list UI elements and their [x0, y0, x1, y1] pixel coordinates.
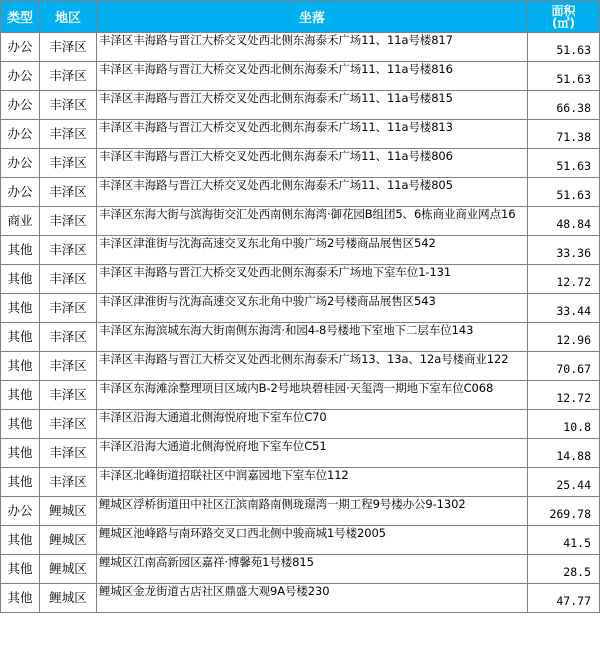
area-value: 鲤城区: [49, 561, 87, 576]
table-row: [0, 323, 600, 352]
location-cell: [97, 323, 528, 351]
location-value: 鲤城区池峰路与南环路交叉口西北侧中骏商城1号楼2005: [99, 526, 386, 540]
table-header: [0, 0, 600, 33]
table-row: [0, 381, 600, 410]
type-cell: [0, 352, 40, 380]
type-value: 其他: [7, 358, 33, 373]
location-cell: [97, 236, 528, 264]
area-value: 鲤城区: [49, 590, 87, 605]
type-cell: [0, 584, 40, 612]
location-cell: [97, 33, 528, 61]
size-value: 41.5: [563, 536, 591, 550]
size-cell: [528, 555, 600, 583]
header-area: [40, 1, 97, 32]
size-cell: [528, 381, 600, 409]
location-value: 鲤城区江南高新园区嘉祥·博馨苑1号楼815: [99, 555, 314, 569]
location-value: 丰泽区东海大街与滨海街交汇处西南侧东海湾·御花园B组团5、6栋商业商业网点16: [99, 207, 516, 221]
size-cell: [528, 62, 600, 90]
location-cell: [97, 294, 528, 322]
area-value: 丰泽区: [49, 445, 87, 460]
location-cell: [97, 207, 528, 235]
size-cell: [528, 323, 600, 351]
type-value: 商业: [7, 213, 33, 228]
size-value: 12.96: [556, 333, 591, 347]
location-cell: [97, 120, 528, 148]
area-cell: [40, 555, 97, 583]
table-row: [0, 410, 600, 439]
size-value: 51.63: [556, 72, 591, 86]
type-cell: [0, 149, 40, 177]
area-cell: [40, 236, 97, 264]
location-cell: [97, 381, 528, 409]
size-value: 10.8: [563, 420, 591, 434]
area-value: 丰泽区: [49, 126, 87, 141]
area-cell: [40, 381, 97, 409]
location-value: 丰泽区沿海大通道北侧海悦府地下室车位C51: [99, 439, 327, 453]
table-row: [0, 207, 600, 236]
area-value: 丰泽区: [49, 300, 87, 315]
header-size-label: 面积 (㎡): [551, 3, 576, 30]
size-cell: [528, 265, 600, 293]
size-value: 48.84: [556, 217, 591, 231]
location-cell: [97, 526, 528, 554]
size-cell: [528, 468, 600, 496]
size-cell: [528, 526, 600, 554]
area-value: 鲤城区: [49, 532, 87, 547]
type-cell: [0, 91, 40, 119]
header-type-label: 类型: [6, 11, 33, 26]
location-cell: [97, 410, 528, 438]
area-value: 丰泽区: [49, 271, 87, 286]
area-value: 丰泽区: [49, 184, 87, 199]
type-cell: [0, 555, 40, 583]
type-value: 办公: [7, 97, 33, 112]
size-cell: [528, 497, 600, 525]
type-value: 其他: [7, 532, 33, 547]
area-value: 丰泽区: [49, 242, 87, 257]
type-cell: [0, 468, 40, 496]
location-value: 丰泽区丰海路与晋江大桥交叉处西北侧东海泰禾广场地下室车位1-131: [99, 265, 452, 279]
area-cell: [40, 149, 97, 177]
size-value: 25.44: [556, 478, 591, 492]
table-row: [0, 497, 600, 526]
size-value: 51.63: [556, 188, 591, 202]
area-value: 鲤城区: [49, 503, 87, 518]
location-value: 鲤城区金龙街道古店社区鼎盛大观9A号楼230: [99, 584, 330, 598]
table-row: [0, 91, 600, 120]
area-value: 丰泽区: [49, 358, 87, 373]
location-cell: [97, 468, 528, 496]
size-value: 12.72: [556, 391, 591, 405]
type-value: 其他: [7, 590, 33, 605]
size-value: 33.36: [556, 246, 591, 260]
size-cell: [528, 236, 600, 264]
area-cell: [40, 294, 97, 322]
table-row: [0, 178, 600, 207]
type-value: 办公: [7, 39, 33, 54]
type-cell: [0, 294, 40, 322]
area-value: 丰泽区: [49, 329, 87, 344]
size-cell: [528, 120, 600, 148]
table-row: [0, 439, 600, 468]
size-value: 51.63: [556, 43, 591, 57]
size-value: 47.77: [556, 594, 591, 608]
location-cell: [97, 178, 528, 206]
type-value: 其他: [7, 387, 33, 402]
header-type: [0, 1, 40, 32]
area-cell: [40, 265, 97, 293]
type-cell: [0, 526, 40, 554]
location-value: 丰泽区丰海路与晋江大桥交叉处西北侧东海泰禾广场13、13a、12a号楼商业122: [99, 352, 509, 366]
table-row: [0, 236, 600, 265]
area-cell: [40, 62, 97, 90]
size-value: 51.63: [556, 159, 591, 173]
area-cell: [40, 410, 97, 438]
size-value: 14.88: [556, 449, 591, 463]
area-cell: [40, 33, 97, 61]
location-value: 丰泽区丰海路与晋江大桥交叉处西北侧东海泰禾广场11、11a号楼805: [99, 178, 453, 192]
area-cell: [40, 178, 97, 206]
table-row: [0, 120, 600, 149]
table-row: [0, 294, 600, 323]
type-cell: [0, 33, 40, 61]
type-cell: [0, 120, 40, 148]
area-value: 丰泽区: [49, 416, 87, 431]
location-cell: [97, 584, 528, 612]
size-cell: [528, 91, 600, 119]
size-value: 28.5: [563, 565, 591, 579]
area-cell: [40, 497, 97, 525]
table-row: [0, 526, 600, 555]
table-row: [0, 584, 600, 613]
area-value: 丰泽区: [49, 213, 87, 228]
location-value: 丰泽区丰海路与晋江大桥交叉处西北侧东海泰禾广场11、11a号楼813: [99, 120, 453, 134]
location-cell: [97, 497, 528, 525]
type-cell: [0, 207, 40, 235]
location-value: 丰泽区东海滨城东海大街南侧东海湾·和园4-8号楼地下室地下二层车位143: [99, 323, 474, 337]
size-value: 12.72: [556, 275, 591, 289]
location-cell: [97, 149, 528, 177]
type-value: 办公: [7, 155, 33, 170]
type-value: 其他: [7, 474, 33, 489]
table-row: [0, 62, 600, 91]
type-value: 其他: [7, 445, 33, 460]
size-value: 269.78: [549, 507, 591, 521]
type-cell: [0, 439, 40, 467]
size-cell: [528, 207, 600, 235]
area-cell: [40, 207, 97, 235]
header-location: [97, 1, 528, 32]
type-value: 办公: [7, 503, 33, 518]
table-row: [0, 265, 600, 294]
location-cell: [97, 555, 528, 583]
type-cell: [0, 323, 40, 351]
size-cell: [528, 410, 600, 438]
area-value: 丰泽区: [49, 39, 87, 54]
size-cell: [528, 352, 600, 380]
area-value: 丰泽区: [49, 155, 87, 170]
area-value: 丰泽区: [49, 68, 87, 83]
location-value: 丰泽区津淮街与沈海高速交叉东北角中骏广场2号楼商品展售区543: [99, 294, 436, 308]
area-cell: [40, 323, 97, 351]
table-row: [0, 33, 600, 62]
type-value: 其他: [7, 300, 33, 315]
header-area-label: 地区: [54, 11, 81, 26]
type-cell: [0, 236, 40, 264]
location-value: 丰泽区丰海路与晋江大桥交叉处西北侧东海泰禾广场11、11a号楼815: [99, 91, 453, 105]
area-value: 丰泽区: [49, 97, 87, 112]
area-cell: [40, 584, 97, 612]
size-value: 70.67: [556, 362, 591, 376]
size-cell: [528, 439, 600, 467]
area-cell: [40, 526, 97, 554]
size-cell: [528, 294, 600, 322]
area-value: 丰泽区: [49, 474, 87, 489]
type-cell: [0, 62, 40, 90]
area-cell: [40, 352, 97, 380]
type-value: 其他: [7, 416, 33, 431]
type-cell: [0, 497, 40, 525]
area-cell: [40, 468, 97, 496]
type-value: 其他: [7, 329, 33, 344]
type-value: 办公: [7, 126, 33, 141]
size-cell: [528, 178, 600, 206]
type-cell: [0, 410, 40, 438]
type-cell: [0, 381, 40, 409]
area-cell: [40, 120, 97, 148]
header-location-label: 坐落: [298, 11, 325, 26]
size-cell: [528, 149, 600, 177]
location-cell: [97, 91, 528, 119]
area-value: 丰泽区: [49, 387, 87, 402]
location-cell: [97, 62, 528, 90]
type-cell: [0, 178, 40, 206]
type-value: 其他: [7, 561, 33, 576]
location-value: 丰泽区津淮街与沈海高速交叉东北角中骏广场2号楼商品展售区542: [99, 236, 436, 250]
size-cell: [528, 33, 600, 61]
location-cell: [97, 265, 528, 293]
size-value: 71.38: [556, 130, 591, 144]
table-row: [0, 149, 600, 178]
location-value: 丰泽区东海滩涂整理项目区域内B-2号地块碧桂园·天玺湾一期地下室车位C068: [99, 381, 494, 395]
type-value: 其他: [7, 271, 33, 286]
area-cell: [40, 91, 97, 119]
location-cell: [97, 352, 528, 380]
table-row: [0, 468, 600, 497]
size-cell: [528, 584, 600, 612]
location-value: 丰泽区沿海大通道北侧海悦府地下室车位C70: [99, 410, 327, 424]
type-value: 其他: [7, 242, 33, 257]
area-cell: [40, 439, 97, 467]
header-size: [528, 1, 600, 32]
location-cell: [97, 439, 528, 467]
location-value: 丰泽区丰海路与晋江大桥交叉处西北侧东海泰禾广场11、11a号楼816: [99, 62, 453, 76]
size-value: 66.38: [556, 101, 591, 115]
location-value: 丰泽区丰海路与晋江大桥交叉处西北侧东海泰禾广场11、11a号楼817: [99, 33, 453, 47]
table-row: [0, 555, 600, 584]
size-value: 33.44: [556, 304, 591, 318]
location-value: 鲤城区浮桥街道田中社区江滨南路南侧珑璟湾一期工程9号楼办公9-1302: [99, 497, 466, 511]
location-value: 丰泽区北峰街道招联社区中润嘉园地下室车位112: [99, 468, 349, 482]
type-value: 办公: [7, 184, 33, 199]
table-row: [0, 352, 600, 381]
location-value: 丰泽区丰海路与晋江大桥交叉处西北侧东海泰禾广场11、11a号楼806: [99, 149, 453, 163]
type-value: 办公: [7, 68, 33, 83]
type-cell: [0, 265, 40, 293]
